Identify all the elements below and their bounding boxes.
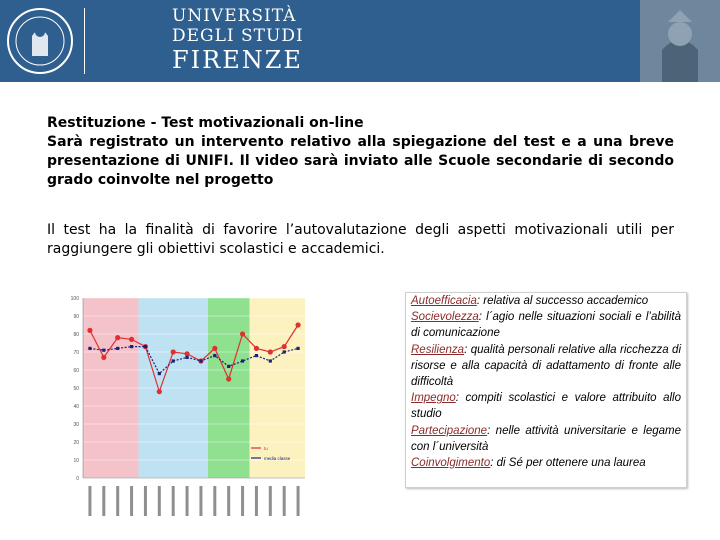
chart-x-tick-label (213, 486, 216, 516)
chart-point (226, 376, 231, 381)
chart-svg (55, 290, 313, 528)
chart-x-tick-label (116, 486, 119, 516)
chart-x-tick-label (102, 486, 105, 516)
legend-item (406, 309, 686, 341)
chart-point (296, 347, 299, 350)
chart-tick-label: 80 (73, 332, 79, 338)
chart-point (115, 335, 120, 340)
chart-point (227, 365, 230, 368)
chart-point (269, 359, 272, 362)
paragraph-purpose: Il test ha la finalità di favorire l’autovalutazione degli aspetti motivazionali utili per raggiungere gli obiettivi scolastici e accademici. (47, 222, 674, 257)
legend-description: : di Sé per ottenere una laurea (490, 457, 646, 470)
chart-tick-label: 70 (73, 350, 79, 356)
header-banner (0, 0, 720, 82)
slide-title: Restituzione - Test motivazionali on-line (47, 115, 364, 131)
intro-text (47, 114, 674, 190)
legend-item (406, 423, 686, 455)
legend-item (406, 342, 686, 391)
chart-point (129, 337, 134, 342)
chart-tick-label: 60 (73, 368, 79, 374)
chart-legend-label: tu (264, 446, 268, 451)
chart-point (255, 354, 258, 357)
chart-tick-label: 20 (73, 440, 79, 446)
chart-point (157, 389, 162, 394)
chart-tick-label: 0 (76, 476, 79, 482)
chart-point (144, 345, 147, 348)
chart-x-tick-label (241, 486, 244, 516)
legend-description: : relativa al successo accademico (476, 295, 649, 307)
legend-description: : l´agio nelle situazioni sociali e l’abilità di comunicazione (411, 311, 681, 340)
wordmark-line1: UNIVERSITÀ (172, 6, 297, 26)
chart-tick-label: 40 (73, 404, 79, 410)
legend-item (406, 390, 686, 422)
chart-point (254, 346, 259, 351)
chart-point (282, 344, 287, 349)
legend-term: Coinvolgimento (411, 457, 491, 470)
legend-term: Resilienza (411, 343, 465, 356)
chart-point (88, 347, 91, 350)
legend-description: : qualità personali relative alla ricchezza di risorse e alla capacità di adattamento di fronte alle difficoltà (411, 343, 681, 389)
chart-point (130, 345, 133, 348)
chart-tick-label: 50 (73, 386, 79, 392)
chart-tick-label: 90 (73, 314, 79, 320)
chart-point (184, 351, 189, 356)
legend-term: Partecipazione (411, 424, 488, 437)
legend-description: : nelle attività universitarie e legame con l´università (411, 424, 681, 453)
chart-point (268, 349, 273, 354)
header-band (80, 0, 640, 82)
legend-description: : compiti scolastici e valore attribuito allo studio (411, 392, 681, 421)
chart-point (158, 372, 161, 375)
chart-point (213, 354, 216, 357)
chart-tick-label: 30 (73, 422, 79, 428)
chart-point (172, 359, 175, 362)
chart-point (185, 356, 188, 359)
chart-point (87, 328, 92, 333)
wordmark-line3: FIRENZE (172, 46, 303, 74)
chart-point (102, 349, 105, 352)
portrait-emblem (640, 0, 720, 82)
chart-tick-label: 100 (70, 296, 79, 302)
legend-list (406, 293, 686, 471)
chart-x-tick-label (144, 486, 147, 516)
legend-term: Autoefficacia (411, 295, 477, 307)
legend-item (406, 455, 686, 471)
chart-point (212, 346, 217, 351)
chart-x-tick-label (186, 486, 189, 516)
chart-x-tick-label (283, 486, 286, 516)
chart-x-tick-label (297, 486, 300, 516)
chart-point (295, 322, 300, 327)
university-seal-logo (0, 0, 80, 82)
dimensions-legend (405, 292, 687, 488)
chart-x-tick-label (130, 486, 133, 516)
chart-point (240, 331, 245, 336)
motivation-chart (55, 290, 313, 528)
chart-legend-label: media classe (264, 456, 291, 461)
legend-term: Impegno (411, 392, 456, 405)
chart-point (101, 355, 106, 360)
chart-point (283, 350, 286, 353)
university-wordmark (172, 6, 304, 74)
paragraph-intro: Sarà registrato un intervento relativo alla spiegazione del test e a una breve presentazione di UNIFI. Il video sarà inviato alle Scuole secondarie di secondo grado coinvolte nel progetto (47, 134, 674, 188)
chart-point (241, 359, 244, 362)
chart-x-tick-label (88, 486, 91, 516)
legend-term: Socievolezza (411, 311, 479, 324)
wordmark-line2: DEGLI STUDI (172, 26, 304, 46)
chart-x-tick-label (158, 486, 161, 516)
chart-x-tick-label (269, 486, 272, 516)
chart-point (116, 347, 119, 350)
chart-tick-label: 10 (73, 458, 79, 464)
legend-item (406, 293, 686, 309)
chart-point (199, 359, 202, 362)
header-divider (84, 8, 85, 74)
chart-point (171, 349, 176, 354)
chart-x-tick-label (255, 486, 258, 516)
chart-x-tick-label (199, 486, 202, 516)
chart-x-tick-label (227, 486, 230, 516)
chart-x-tick-label (172, 486, 175, 516)
